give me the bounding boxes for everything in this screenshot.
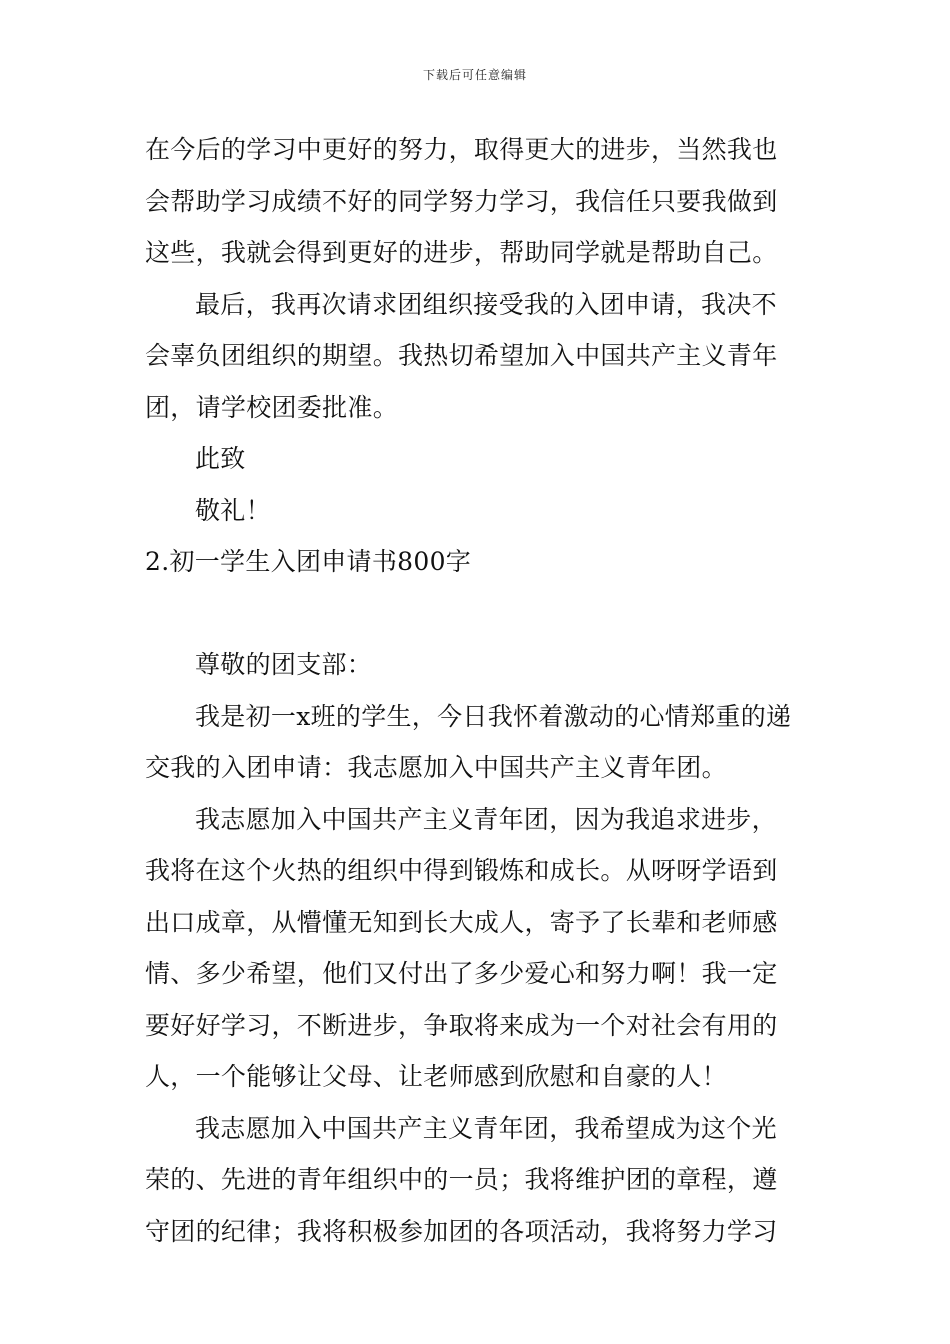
text-line: 要好好学习，不断进步，争取将来成为一个对社会有用的	[145, 1010, 778, 1040]
text-line: 会帮助学习成绩不好的同学努力学习，我信任只要我做到	[145, 186, 778, 216]
text-line: 在今后的学习中更好的努力，取得更大的进步，当然我也	[145, 135, 778, 164]
header-note: 下载后可任意编辑	[422, 68, 527, 82]
text-line: 我将在这个火热的组织中得到锻炼和成长。从呀呀学语到	[145, 856, 778, 885]
document-body	[145, 124, 805, 1257]
text-line: 会辜负团组织的期望。我热切希望加入中国共产主义青年	[145, 341, 778, 370]
text-line: 出口成章，从懵懂无知到长大成人，寄予了长辈和老师感	[145, 907, 778, 937]
text-line: 人，一个能够让父母、让老师感到欣慰和自豪的人！	[145, 1062, 727, 1091]
blank-line	[145, 588, 805, 640]
text-line: 守团的纪律；我将积极参加团的各项活动，我将努力学习	[145, 1216, 778, 1246]
text-line: 这些，我就会得到更好的进步，帮助同学就是帮助自己。	[145, 238, 778, 267]
text-line: 我是初一x班的学生，今日我怀着激动的心情郑重的递	[195, 701, 792, 731]
text-line: 情、多少希望，他们又付出了多少爱心和努力啊！我一定	[145, 959, 778, 988]
section-heading: 2.初一学生入团申请书800字	[145, 547, 472, 576]
text-line: 交我的入团申请：我志愿加入中国共产主义青年团。	[145, 753, 727, 782]
text-line: 荣的、先进的青年组织中的一员；我将维护团的章程，遵	[145, 1165, 778, 1194]
text-line: 团，请学校团委批准。	[145, 392, 399, 422]
closing-salute: 敬礼！	[195, 495, 271, 525]
text-line: 我志愿加入中国共产主义青年团，因为我追求进步，	[195, 804, 777, 834]
text-line: 我志愿加入中国共产主义青年团，我希望成为这个光	[195, 1113, 777, 1143]
text-line: 最后，我再次请求团组织接受我的入团申请，我决不	[195, 289, 777, 319]
closing-line: 此致	[195, 444, 246, 473]
salutation: 尊敬的团支部：	[195, 650, 373, 679]
